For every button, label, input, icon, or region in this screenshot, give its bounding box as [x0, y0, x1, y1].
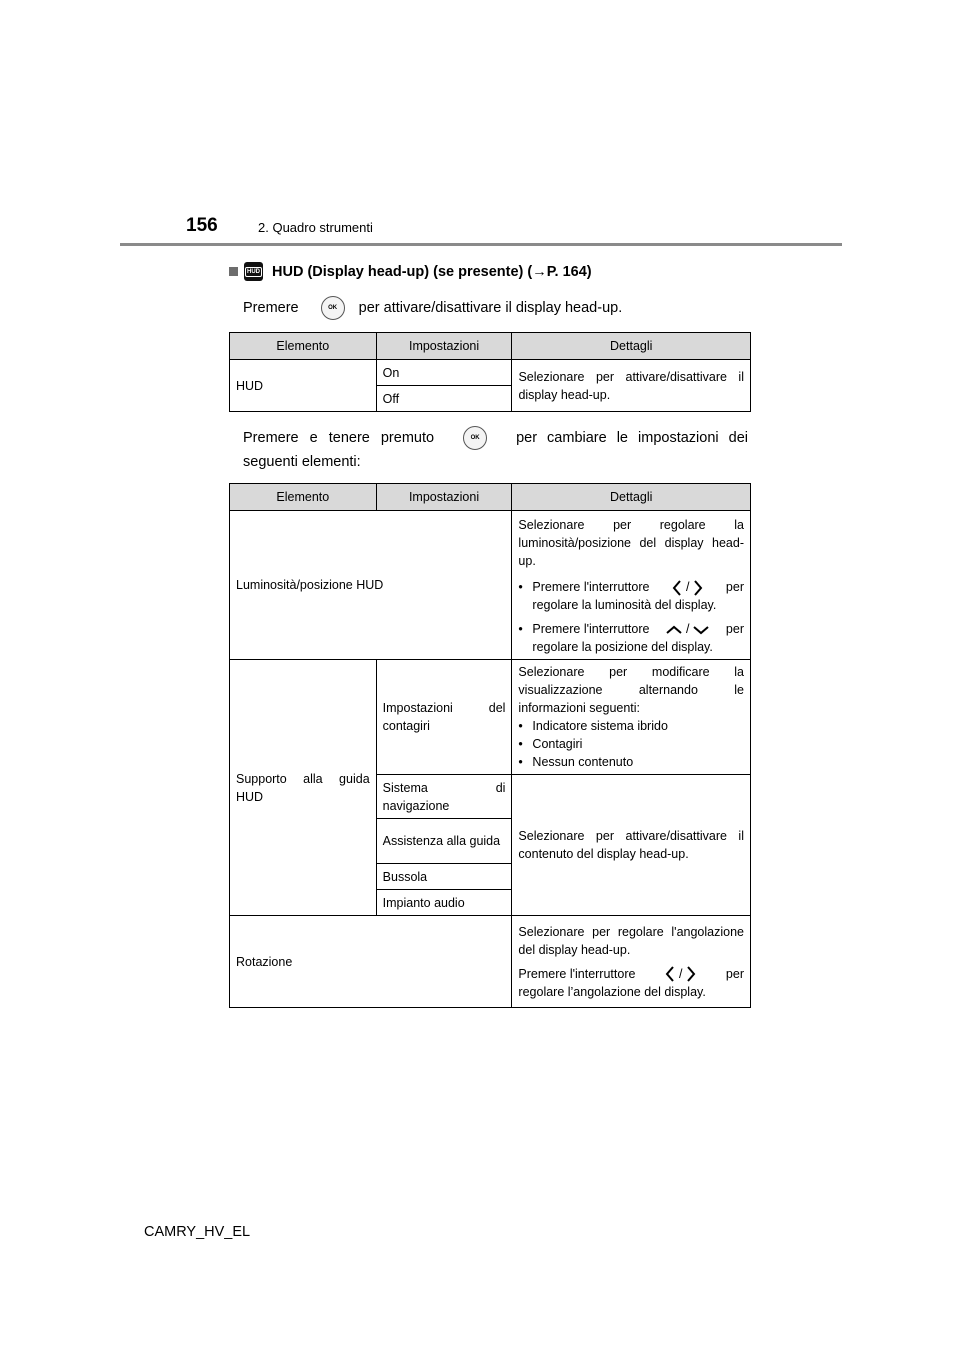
header-divider — [120, 243, 842, 246]
settings-table — [229, 483, 751, 1008]
setting-cell: On — [376, 360, 512, 386]
details-cell: Selezionare per modificare la visualizzazione alternando le informazioni seguenti: • Indicatore sistema ibrido • Contagiri • Nessun contenuto — [512, 660, 751, 775]
details-cell: Selezionare per attivare/disattivare il contenuto del display head-up. — [512, 775, 751, 916]
square-bullet-icon — [229, 267, 238, 276]
item-cell: Rotazione — [230, 916, 512, 1008]
ok-button-icon: OK — [463, 426, 487, 450]
chevron-left-icon — [672, 580, 682, 596]
page-number: 156 — [186, 215, 218, 236]
table-row — [230, 916, 751, 1008]
chevron-down-icon — [693, 625, 709, 635]
setting-cell: Bussola — [376, 864, 512, 890]
item-cell: Supporto alla guida HUD — [230, 660, 377, 916]
setting-cell: Impianto audio — [376, 890, 512, 916]
setting-cell: Sistema di navigazione — [376, 775, 512, 819]
table-row — [230, 660, 751, 775]
column-header: Elemento — [230, 333, 377, 360]
column-header: Impostazioni — [376, 484, 512, 511]
chevron-right-icon — [693, 580, 703, 596]
intro-paragraph-1: Premere OK per attivare/disattivare il display head-up. — [243, 296, 622, 320]
details-cell: Selezionare per attivare/disattivare il display head-up. — [512, 360, 751, 412]
list-item: • Nessun contenuto — [518, 755, 634, 769]
column-header: Dettagli — [512, 333, 751, 360]
column-header: Impostazioni — [376, 333, 512, 360]
hud-table — [229, 332, 751, 412]
column-header: Dettagli — [512, 484, 751, 511]
table-row — [230, 511, 751, 660]
column-header: Elemento — [230, 484, 377, 511]
item-cell: HUD — [230, 360, 377, 412]
hud-icon: HUD — [244, 262, 263, 281]
chevron-left-icon — [665, 966, 675, 982]
setting-cell: Impostazioni del contagiri — [376, 660, 512, 775]
chevron-right-icon — [686, 966, 696, 982]
list-item: • Premere l'interruttore / per regolare la luminosità del display. — [518, 580, 744, 612]
section-heading — [229, 262, 592, 281]
section-ref: P. 164) — [546, 263, 592, 280]
details-cell: Selezionare per regolare l'angolazione del display head-up. Premere l'interruttore / per regolare l’angolazione del display. — [512, 916, 751, 1008]
section-title: HUD (Display head-up) (se presente) ( — [272, 263, 533, 280]
chevron-up-icon — [666, 625, 682, 635]
list-item: • Indicatore sistema ibrido — [518, 719, 668, 733]
chapter-title: 2. Quadro strumenti — [258, 220, 373, 235]
intro-paragraph-2: Premere e tenere premuto OK per cambiare le impostazioni dei seguenti elementi: — [243, 426, 748, 474]
setting-cell: Off — [376, 386, 512, 412]
details-cell: Selezionare per regolare la luminosità/posizione del display head-up. • Premere l'interruttore / per regolare la luminosità del display. • Premere l'interruttore / per regolare la posizione del display. — [512, 511, 751, 660]
item-cell: Luminosità/posizione HUD — [230, 511, 512, 660]
arrow-icon: → — [532, 263, 547, 280]
list-item: • Premere l'interruttore / per regolare la posizione del display. — [518, 622, 744, 654]
list-item: • Contagiri — [518, 737, 583, 751]
ok-button-icon: OK — [321, 296, 345, 320]
model-code: CAMRY_HV_EL — [144, 1224, 251, 1240]
setting-cell: Assistenza alla guida — [376, 819, 512, 864]
